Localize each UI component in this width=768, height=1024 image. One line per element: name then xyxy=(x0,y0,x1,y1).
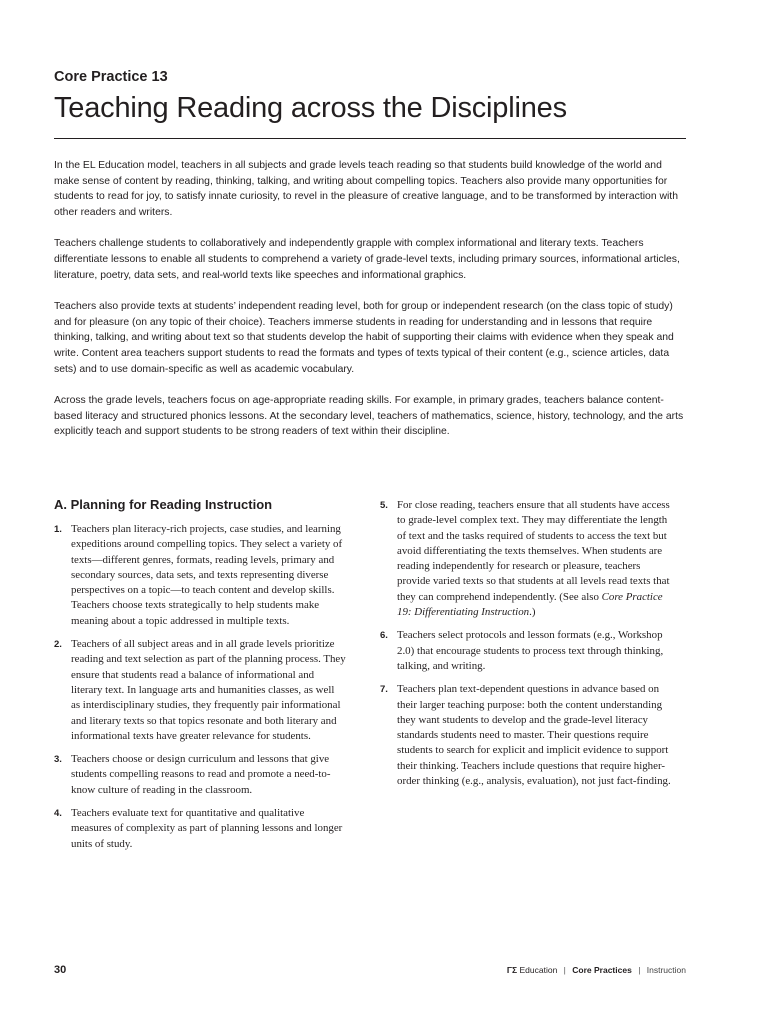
right-column xyxy=(380,498,672,797)
item-text: Teachers plan text-dependent questions in advance based on their larger teaching purpose: both the content understanding they want students to develop and the grade-level literacy standards students need to master. Their questions require students to search for explicit and implicit evidence to support their thinking. Teachers include questions that require higher-order thinking (e.g., analysis, evaluation), not just fact-finding. xyxy=(397,683,671,788)
list-item xyxy=(54,522,346,629)
item-text-tail: .) xyxy=(529,606,536,619)
item-text: Teachers plan literacy-rich projects, case studies, and learning expeditions around compelling topics. They select a variety of texts—different genres, formats, reading levels, primary and secondary sources, data sets, and texts representing diverse perspectives on a topic—to teach content and develop skills. Teachers choose texts strategically to help students make meaning about a topic addressed in multiple texts. xyxy=(71,523,343,627)
page-number: 30 xyxy=(54,964,67,976)
item-number: 4. xyxy=(54,808,62,820)
intro-paragraph: Teachers also provide texts at students’ independent reading level, both for group or independent research (on the class topic of study) and for pleasure (on any topic of their choice). Teachers immerse students in reading for understanding and in lessons that require thinking, talking, and writing about text so that students develop the habit of supporting their claims with evidence when they speak and write. Content area teachers support students to read the formats and types of texts typical of their content (e.g., science articles, data sets) and to use domain-specific as well as academic vocabulary. xyxy=(54,301,674,375)
item-number: 2. xyxy=(54,639,62,651)
el-logo-icon: ΓΣ xyxy=(506,965,518,975)
intro-paragraph: Across the grade levels, teachers focus on age-appropriate reading skills. For example, in primary grades, teachers balance content-based literacy and structured phonics lessons. At the secondary level, teachers of mathematics, science, history, technology, and the arts explicitly teach and support students to be strong readers of text within their discipline. xyxy=(54,395,684,438)
intro-paragraph: In the EL Education model, teachers in all subjects and grade levels teach reading so that students build knowledge of the world and make sense of content by reading, thinking, talking, and writing about compelling topics. Teachers also provide many opportunities for students to read for joy, to satisfy innate curiosity, to revel in the pleasure of creative language, and to be transformed by interaction with other readers and writers. xyxy=(54,160,678,218)
practice-list-right xyxy=(380,498,672,789)
left-column xyxy=(54,496,346,860)
item-text: Teachers select protocols and lesson formats (e.g., Workshop 2.0) that encourage students to process text through thinking, talking, and writing. xyxy=(397,629,664,672)
item-number: 5. xyxy=(380,500,388,511)
cross-reference: Core Practice 19: Differentiating Instruction xyxy=(397,590,663,619)
list-item xyxy=(380,682,672,789)
section-heading: A. Planning for Reading Instruction xyxy=(54,497,273,512)
list-item xyxy=(54,806,346,852)
item-number: 3. xyxy=(54,754,62,766)
intro-text xyxy=(54,158,686,440)
intro-paragraph: Teachers challenge students to collaboratively and independently grapple with complex informational and literary texts. Teachers differentiate lessons to enable all students to comprehend a variety of grade-level texts, including primary sources, informational articles, literature, poetry, data sets, and real-world texts like speeches and informational graphics. xyxy=(54,238,680,281)
title-divider xyxy=(54,138,686,139)
list-item xyxy=(380,628,672,674)
page-title: Teaching Reading across the Disciplines xyxy=(54,92,567,124)
core-practice-label: Core Practice 13 xyxy=(54,69,168,85)
footer-branding xyxy=(507,965,686,975)
list-item xyxy=(380,498,672,620)
item-number: 7. xyxy=(380,684,388,696)
page-footer xyxy=(54,964,686,978)
item-text: Teachers choose or design curriculum and lessons that give students compelling reasons to read and promote a need-to-know culture of reading in the classroom. xyxy=(71,753,331,796)
chapter-name: Instruction xyxy=(646,965,686,975)
item-text: Teachers evaluate text for quantitative and qualitative measures of complexity as part of planning lessons and longer units of study. xyxy=(71,807,343,850)
brand-name: Education xyxy=(519,965,558,975)
series-name: Core Practices xyxy=(572,965,632,975)
item-text: Teachers of all subject areas and in all grade levels prioritize reading and text selection as part of the planning process. They ensure that students read a balance of informational and literary text. In language arts and humanities classes, as well as interdisciplinary studies, they frequently pair informational and literary texts so that topics resonate and both literary and informational texts have greater relevance for students. xyxy=(71,638,346,742)
list-item xyxy=(54,637,346,744)
footer-separator: | xyxy=(563,965,566,975)
item-number: 6. xyxy=(380,630,388,642)
item-text: For close reading, teachers ensure that all students have access to grade-level complex text. They may differentiate the length of text and the tasks required of students to access the text but avoid differentiating the texts themselves. When students are reading independently for research or pleasure, teachers provide varied texts so that students at all levels read texts that they can comprehend independently. (See also xyxy=(397,499,670,603)
list-item xyxy=(54,752,346,798)
practice-list-left xyxy=(54,522,346,852)
page-header xyxy=(54,68,686,456)
footer-separator: | xyxy=(638,965,641,975)
item-number: 1. xyxy=(54,524,62,535)
